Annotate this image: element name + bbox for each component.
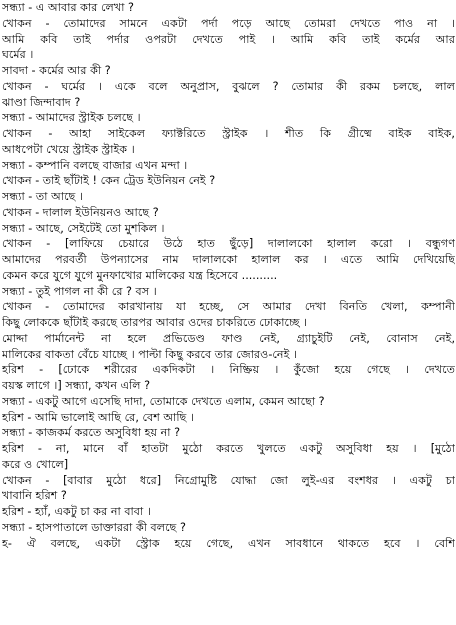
text-line: বয়স্ক লাগে ।] সন্ধ্যা, কখন এলি ? [2,379,151,392]
text-line: খোকন - তোমাদের কারখানায় যা হচ্ছে, সে আমার দেখা বিনতি খেলা, কম্পানী [2,300,455,314]
text-line: সন্ধ্যা - আছে, সেইটেই তো মুশকিল । [2,221,165,235]
text-line: হরিশ - হ্যাঁ, একটু চা কর না বাবা । [2,505,151,518]
text-line: খোকন - [লাফিয়ে চেয়ারে উঠে হাত ছুঁড়ে] দালালকো হালাল করো । বন্ধুগণ [2,237,455,251]
text-line: ঘর্মের । [2,48,34,62]
text-line: মোদ্দা পার্মানেন্ট না হলে প্রভিডেণ্ড ফাণ্ড নেই, গ্র্যাচুইটি নেই, বোনাস নেই, [2,331,455,345]
text-line: খোকন - তোমাদের সামনে একটা পর্দা পড়ে আছে তোমরা দেখতে পাও না । [2,16,455,30]
text-line: আমাদের পরবর্তী উপন্যাসের নাম দালালকো হালাল কর । এতে আমি দেখিয়েছি [2,253,455,266]
text-line: খোকন - আহা সাইকেল ফ্যাক্টরিতে স্ট্রাইক । শীত কি গ্রীষ্মে বাইক বাইক, [2,127,455,140]
text-line: সন্ধ্যা - এ আবার কার লেখা ? [2,1,134,14]
text-line: সন্ধ্যা - কম্পানি বলছে বাজার এখন মন্দা । [2,158,188,172]
text-line: সন্ধ্যা - তুই পাগল না কী রে ? বস । [2,284,157,298]
text-line: কিছু লোককে ছাঁটাই করছে তারপর আবার ওদের চাকরিতে ঢোকাচ্ছে । [2,316,308,329]
text-line: হরিশ - [ঢোকে শরীরের একদিকটা । নিষ্ক্রিয় । কুঁজো হয়ে গেছে । দেখতে [2,363,455,377]
text-line: খোকন - ঘর্মের । একে বলে অনুপ্রাস, বুঝলে ? তোমার কী রকম চলছে, লাল [2,79,455,93]
text-line: করে ও খোলে] [2,457,69,471]
text-line: খোকন - [বাবার মুঠো ধরে] নিগ্রোমুষ্টি যোদ্ধা জো লুই-এর বংশধর । একটু চা [2,473,455,487]
text-line: সন্ধ্যা - একটু আগে এসেছি দাদা, তোমাকে দেখতে এলাম, কেমন আছো ? [2,394,325,408]
text-line: খোকন - তাই ছাঁটাই ! কেন ট্রেড ইউনিয়ন নেই ? [2,174,216,188]
text-line: হরিশ - না, মানে বাঁ হাতটা মুঠো করতে খুলতে একটু অসুবিধা হয় । [মুঠো [2,442,455,455]
text-line: সন্ধ্যা - হাসপাতালে ডাক্তাররা কী বলছে ? [2,520,186,534]
text-line: হরিশ - আমি ভালোই আছি রে, বেশ আছি । [2,410,194,424]
text-line: খাবানি হরিশ ? [2,489,67,503]
text-line: হ- ঐ বলছে, একটা স্ট্রোক হয়ে গেছে, এখন সাবধানে থাকতে হবে । বেশি [2,536,455,550]
text-line: সন্ধ্যা - আমাদের স্ট্রাইক চলছে । [2,111,141,125]
text-line: আধপেটা খেয়ে স্ট্রাইক স্ট্রাইক । [2,142,135,156]
text-line: খোকন - দালাল ইউনিয়নও আছে ? [2,205,159,219]
text-line: সন্ধ্যা - কাজকর্ম করতে অসুবিধা হয় না ? [2,426,181,440]
text-line: সাবদা - কর্মের আর কী ? [2,64,111,77]
text-line: মালিকের বাকতা বেঁচে যাচ্ছে । পাল্টা কিছু করবে তার জোরও-নেই । [2,347,297,361]
text-line: আমি কবি তাই পর্দার ওপরটা দেখতে পাই । আমি কবি তাই কর্মের আর [2,32,455,46]
text-line: কেমন করে যুগে যুগে মুনফাখোর মালিকের যন্ত্র হিসেবে .......... [2,268,278,282]
text-line: ঝাণ্ডা জিন্দাবাদ ? [2,95,81,109]
text-line: সন্ধ্যা - তা আছে । [2,190,83,203]
